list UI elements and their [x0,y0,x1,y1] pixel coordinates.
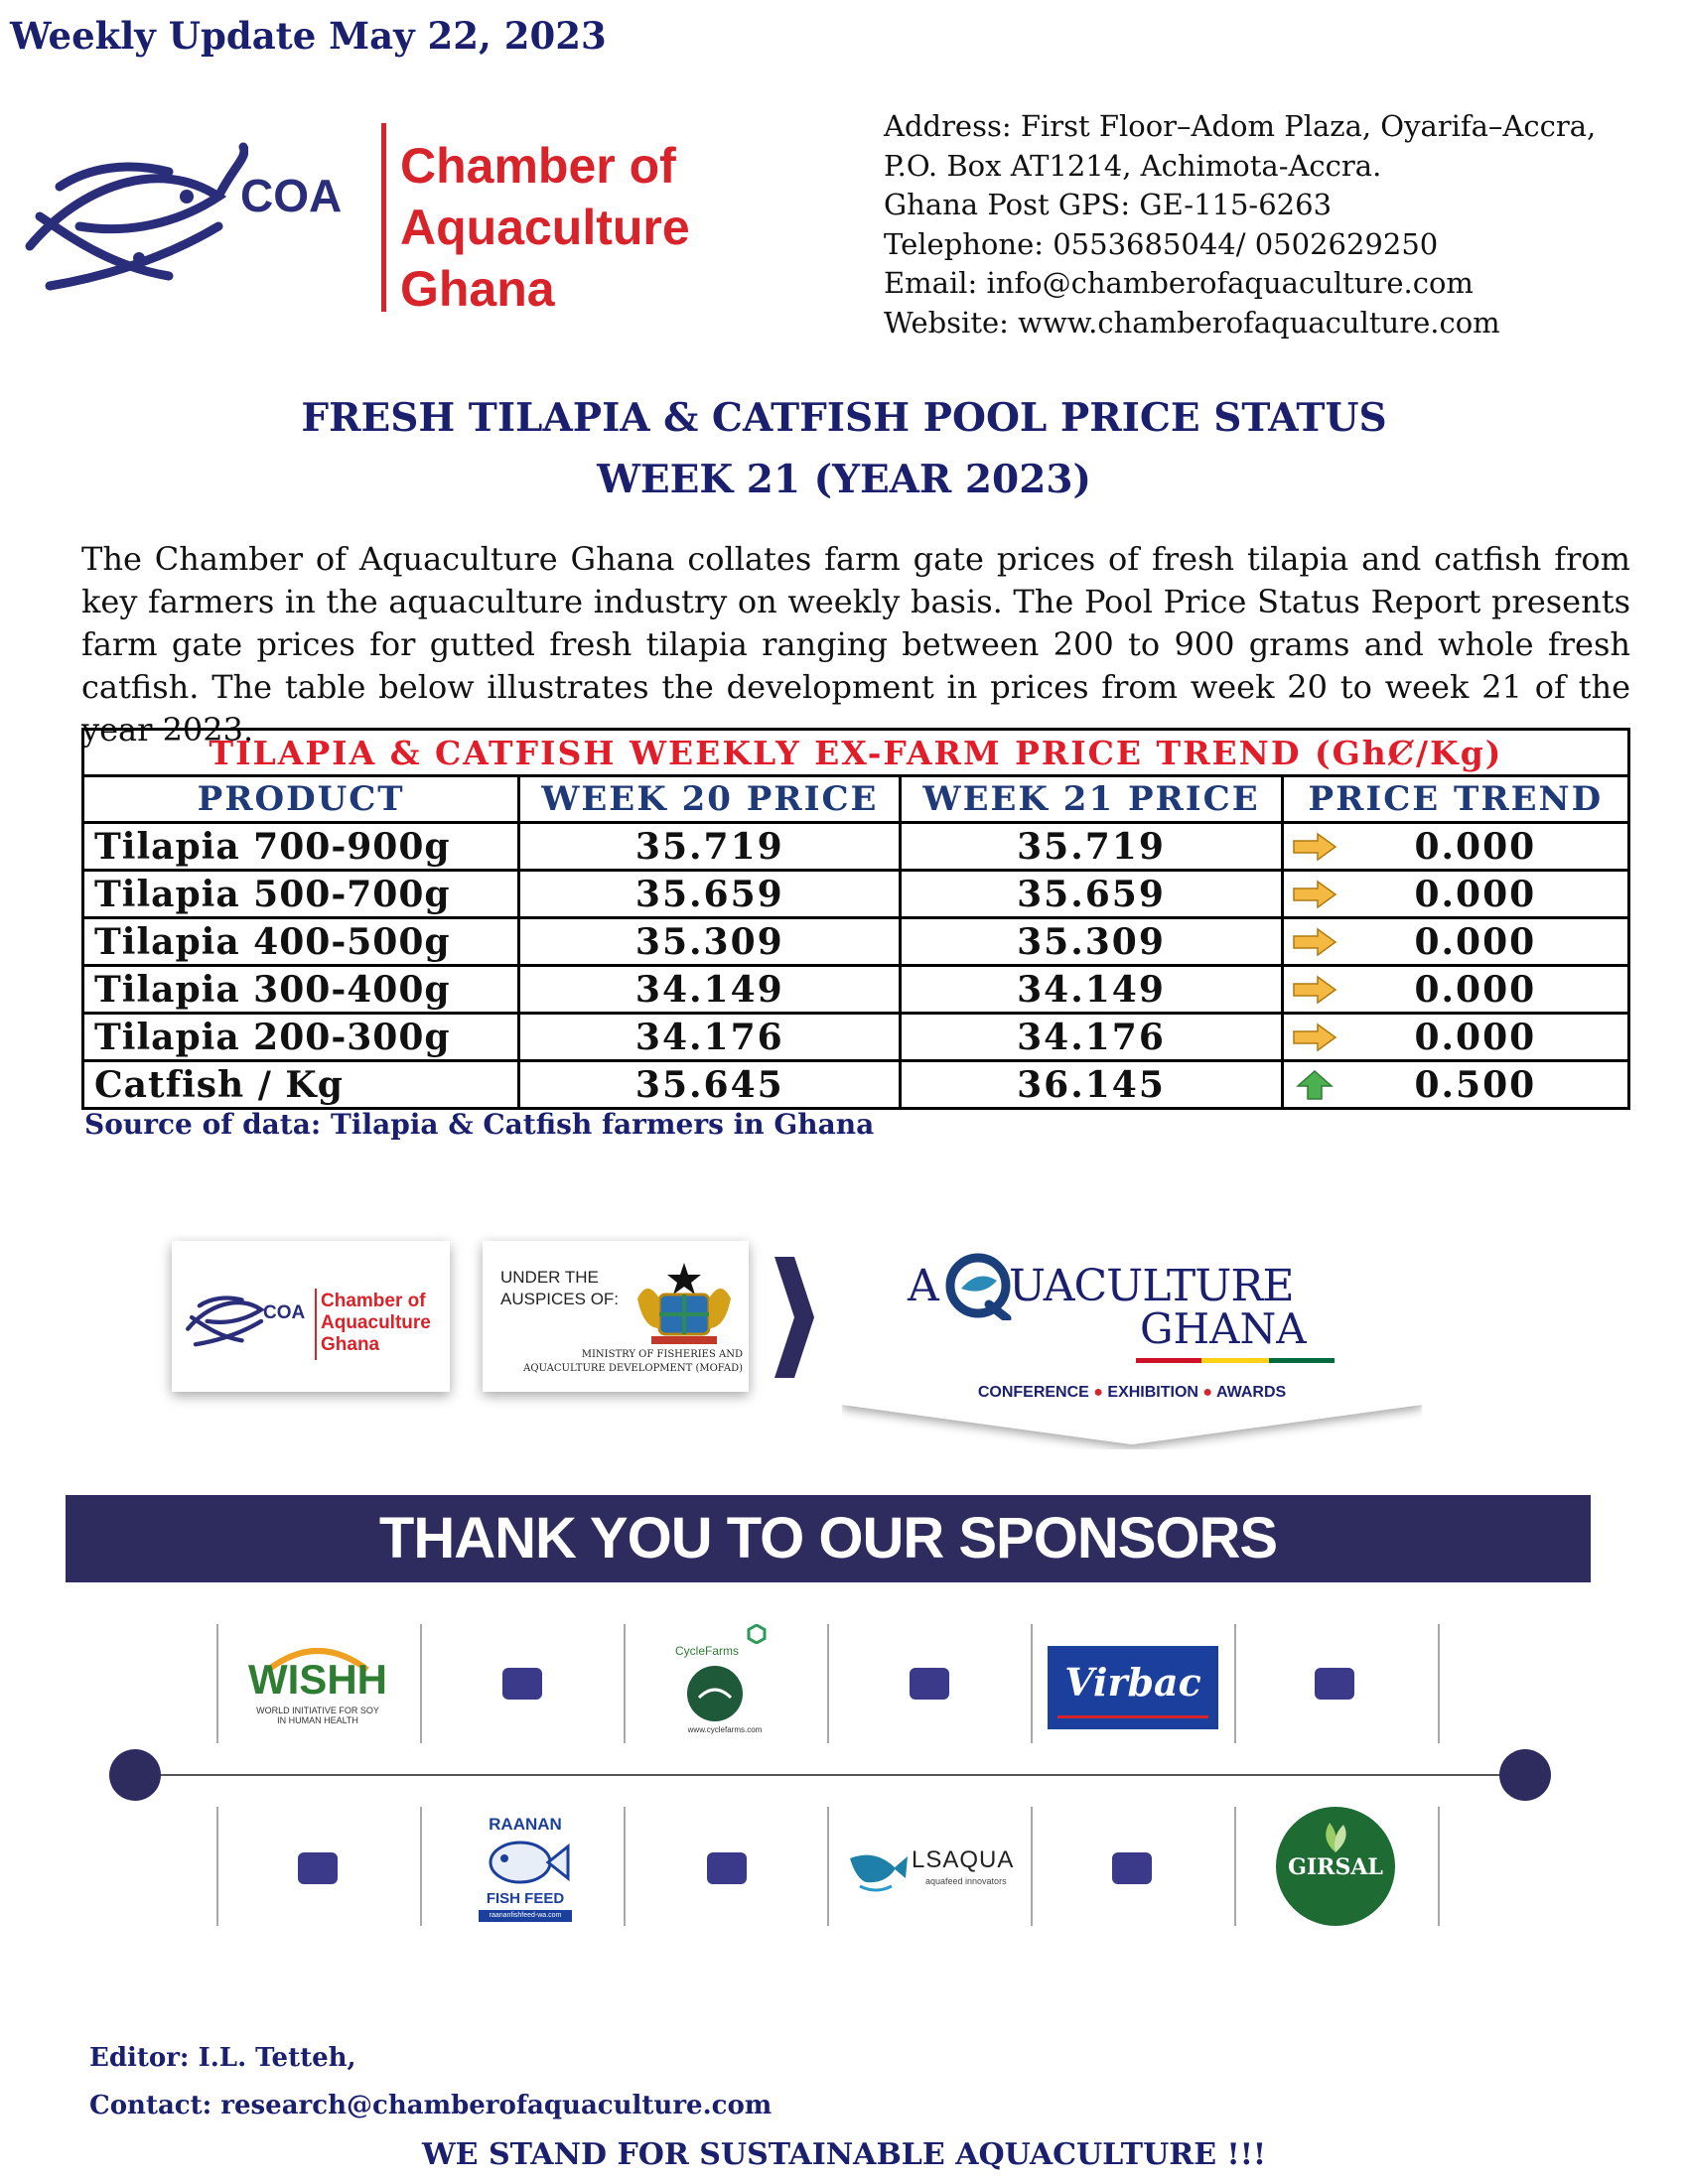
trend-value: 0.000 [1414,920,1537,963]
week20-price-cell: 34.176 [519,1014,901,1061]
org-name-line: Ghana [321,1334,380,1355]
placeholder-square [502,1668,542,1700]
product-cell: Tilapia 400-500g [83,918,519,966]
coa-logo [20,117,690,317]
week21-price-cell: 34.176 [901,1014,1282,1061]
price-trend-cell [1282,918,1628,966]
aquaculture-ghana-card [842,1241,1422,1405]
week20-price-cell: 35.645 [519,1061,901,1109]
sponsors-banner [66,1495,1591,1582]
table-caption: TILAPIA & CATFISH WEEKLY EX-FARM PRICE TREND (GhȻ/Kg) [83,730,1629,776]
table-row [83,966,1629,1014]
address-line: Ghana Post GPS: GE-115-6263 [884,188,1333,221]
org-name [321,1291,431,1356]
placeholder-square [1315,1668,1354,1700]
divider [420,1624,422,1743]
org-name-line: Ghana [400,261,555,317]
product-cell: Catfish / Kg [83,1061,519,1109]
aqua-title-rest: UACULTURE [1009,1261,1294,1311]
auspices-line: AUSPICES OF: [500,1290,620,1308]
trend-value: 0.000 [1414,968,1537,1011]
girsal-name: GIRSAL [1288,1854,1383,1880]
mofad-partner-card [483,1241,749,1392]
coa-abbrev: COA [240,170,343,221]
trend-value: 0.000 [1414,825,1537,868]
trend-value: 0.500 [1414,1063,1537,1106]
mofad-name-line: MINISTRY OF FISHERIES AND [581,1349,743,1360]
price-trend-cell [1282,871,1628,918]
mofad-name-line: AQUACULTURE DEVELOPMENT (MOFAD) [523,1363,743,1374]
org-name-line: Aquaculture [400,200,690,255]
placeholder-square [707,1852,747,1884]
divider [216,1807,218,1926]
aqua-tagline: CONFERENCE ● EXHIBITION ● AWARDS [977,1384,1287,1401]
lsaqua-logo [846,1835,1025,1904]
wishh-name: WISHH [248,1656,387,1703]
price-trend-table [81,728,1630,1110]
placeholder-square [298,1852,338,1884]
timeline-line [99,1745,1589,1805]
table-row [83,871,1629,918]
aqua-ghana: GHANA [1140,1304,1307,1353]
report-subtitle: WEEK 21 (YEAR 2023) [597,457,1091,502]
price-trend-cell [1282,1061,1628,1109]
ghana-flag-stripe [1136,1358,1335,1363]
address-line: Address: First Floor–Adom Plaza, Oyarifa–Accra, [884,109,1597,143]
website-line[interactable]: Website: www.chamberofaquaculture.com [884,305,1500,340]
product-cell: Tilapia 500-700g [83,871,519,918]
girsal-logo [1276,1807,1395,1926]
cyclefarms-url: www.cyclefarms.com [687,1725,763,1734]
week21-price-cell: 34.149 [901,966,1282,1014]
fish-icon [481,1835,570,1890]
address-line: Telephone: 0553685044/ 0502629250 [884,226,1439,261]
org-name-line: Chamber of [321,1291,426,1311]
lsaqua-name: LSAQUA [912,1846,1015,1873]
week21-price-cell: 35.659 [901,871,1282,918]
hexagon-icon [747,1624,767,1644]
auspices-line: UNDER THE [500,1268,599,1287]
editor-line: Editor: I.L. Tetteh, [89,2043,356,2073]
divider [624,1807,626,1926]
placeholder-square [1112,1852,1152,1884]
raanan-name: RAANAN [489,1815,562,1834]
org-name-line: Chamber of [400,138,676,194]
week21-price-cell: 36.145 [901,1061,1282,1109]
logo-divider [381,123,386,312]
arrow-right-icon [1292,1023,1337,1052]
product-cell: Tilapia 700-900g [83,823,519,871]
cyclefarms-badge-icon [685,1664,745,1723]
placeholder-square [910,1668,949,1700]
cyclefarms-logo [655,1624,794,1743]
table-row [83,823,1629,871]
raanan-url: raananfishfeed-wa.com [479,1910,572,1922]
divider [1031,1807,1033,1926]
arrow-right-icon [1292,880,1337,909]
logo-divider [315,1289,317,1360]
table-row [83,1014,1629,1061]
aqua-title-a: A [908,1261,939,1311]
week21-price-cell: 35.309 [901,918,1282,966]
arrow-right-icon [1292,975,1337,1005]
product-cell: Tilapia 300-400g [83,966,519,1014]
col-header-week20: WEEK 20 PRICE [519,776,901,823]
divider [624,1624,626,1743]
wishh-sub-line: WORLD INITIATIVE FOR SOY [256,1706,379,1715]
divider [1031,1624,1033,1743]
fish-q-icon [943,1251,1013,1320]
virbac-logo [1048,1646,1218,1729]
raanan-logo [471,1815,580,1924]
wishh-sub [238,1706,397,1725]
divider [1438,1624,1440,1743]
lsaqua-sub: aquafeed innovators [925,1876,1007,1886]
divider [1234,1624,1236,1743]
arrow-right-icon [1292,832,1337,862]
week20-price-cell: 34.149 [519,966,901,1014]
price-trend-cell [1282,966,1628,1014]
sponsors-banner-text: THANK YOU TO OUR SPONSORS [378,1506,1278,1570]
report-title: FRESH TILAPIA & CATFISH POOL PRICE STATUS [301,395,1387,441]
divider [1234,1807,1236,1926]
auspices-label [500,1267,619,1310]
contact-line[interactable]: Contact: research@chamberofaquaculture.com [89,2091,773,2120]
col-header-week21: WEEK 21 PRICE [901,776,1282,823]
product-cell: Tilapia 200-300g [83,1014,519,1061]
wishh-sub-line: IN HUMAN HEALTH [277,1715,358,1725]
mofad-name [483,1348,743,1376]
whale-icon [846,1839,912,1898]
week20-price-cell: 35.719 [519,823,901,871]
org-name [400,135,690,320]
ghana-coat-of-arms-icon [630,1259,739,1348]
table-row [83,918,1629,966]
email-line[interactable]: Email: info@chamberofaquaculture.com [884,266,1474,300]
week20-price-cell: 35.309 [519,918,901,966]
divider [827,1807,829,1926]
week21-price-cell: 35.719 [901,823,1282,871]
address-line: P.O. Box AT1214, Achimota-Accra. [884,148,1382,183]
coa-abbrev: COA [263,1302,306,1323]
virbac-name: Virbac [1064,1660,1201,1705]
org-name-line: Aquaculture [321,1312,431,1333]
table-row [83,1061,1629,1109]
chevron-right-icon [771,1253,818,1382]
fish-logo-icon [184,1283,273,1352]
trend-value: 0.000 [1414,1016,1537,1058]
trend-value: 0.000 [1414,873,1537,915]
divider [827,1624,829,1743]
leaf-icon [1316,1819,1355,1854]
tagline-item: CONFERENCE [977,1384,1089,1401]
weekly-update-date: Weekly Update May 22, 2023 [10,14,607,58]
price-trend-cell [1282,823,1628,871]
week20-price-cell: 35.659 [519,871,901,918]
arrow-up-icon [1292,1070,1337,1100]
col-header-trend: PRICE TREND [1282,776,1628,823]
divider [216,1624,218,1743]
col-header-product: PRODUCT [83,776,519,823]
price-trend-cell [1282,1014,1628,1061]
tagline-item: AWARDS [1215,1384,1287,1401]
divider [1438,1807,1440,1926]
raanan-sub: FISH FEED [486,1890,565,1907]
slogan: WE STAND FOR SUSTAINABLE AQUACULTURE !!! [421,2137,1267,2172]
fish-logo-icon [20,127,248,306]
data-source: Source of data: Tilapia & Catfish farmers in Ghana [84,1108,875,1141]
arrow-right-icon [1292,927,1337,957]
address-block [884,107,1596,342]
wishh-logo [238,1636,397,1735]
cyclefarms-name: CycleFarms [675,1644,740,1658]
virbac-underline [1057,1715,1208,1718]
coa-partner-card [172,1241,450,1392]
tagline-item: EXHIBITION [1107,1384,1198,1401]
intro-paragraph: The Chamber of Aquaculture Ghana collates farm gate prices of fresh tilapia and catfish from key farmers in the aquaculture industry on weekly basis. The Pool Price Status Report presents farm gate prices for gutted fresh tilapia ranging between 200 to 900 grams and whole fresh catfish. The table below illustrates the development in prices from week 20 to week 21 of the year 2023. [81,540,1630,749]
divider [420,1807,422,1926]
